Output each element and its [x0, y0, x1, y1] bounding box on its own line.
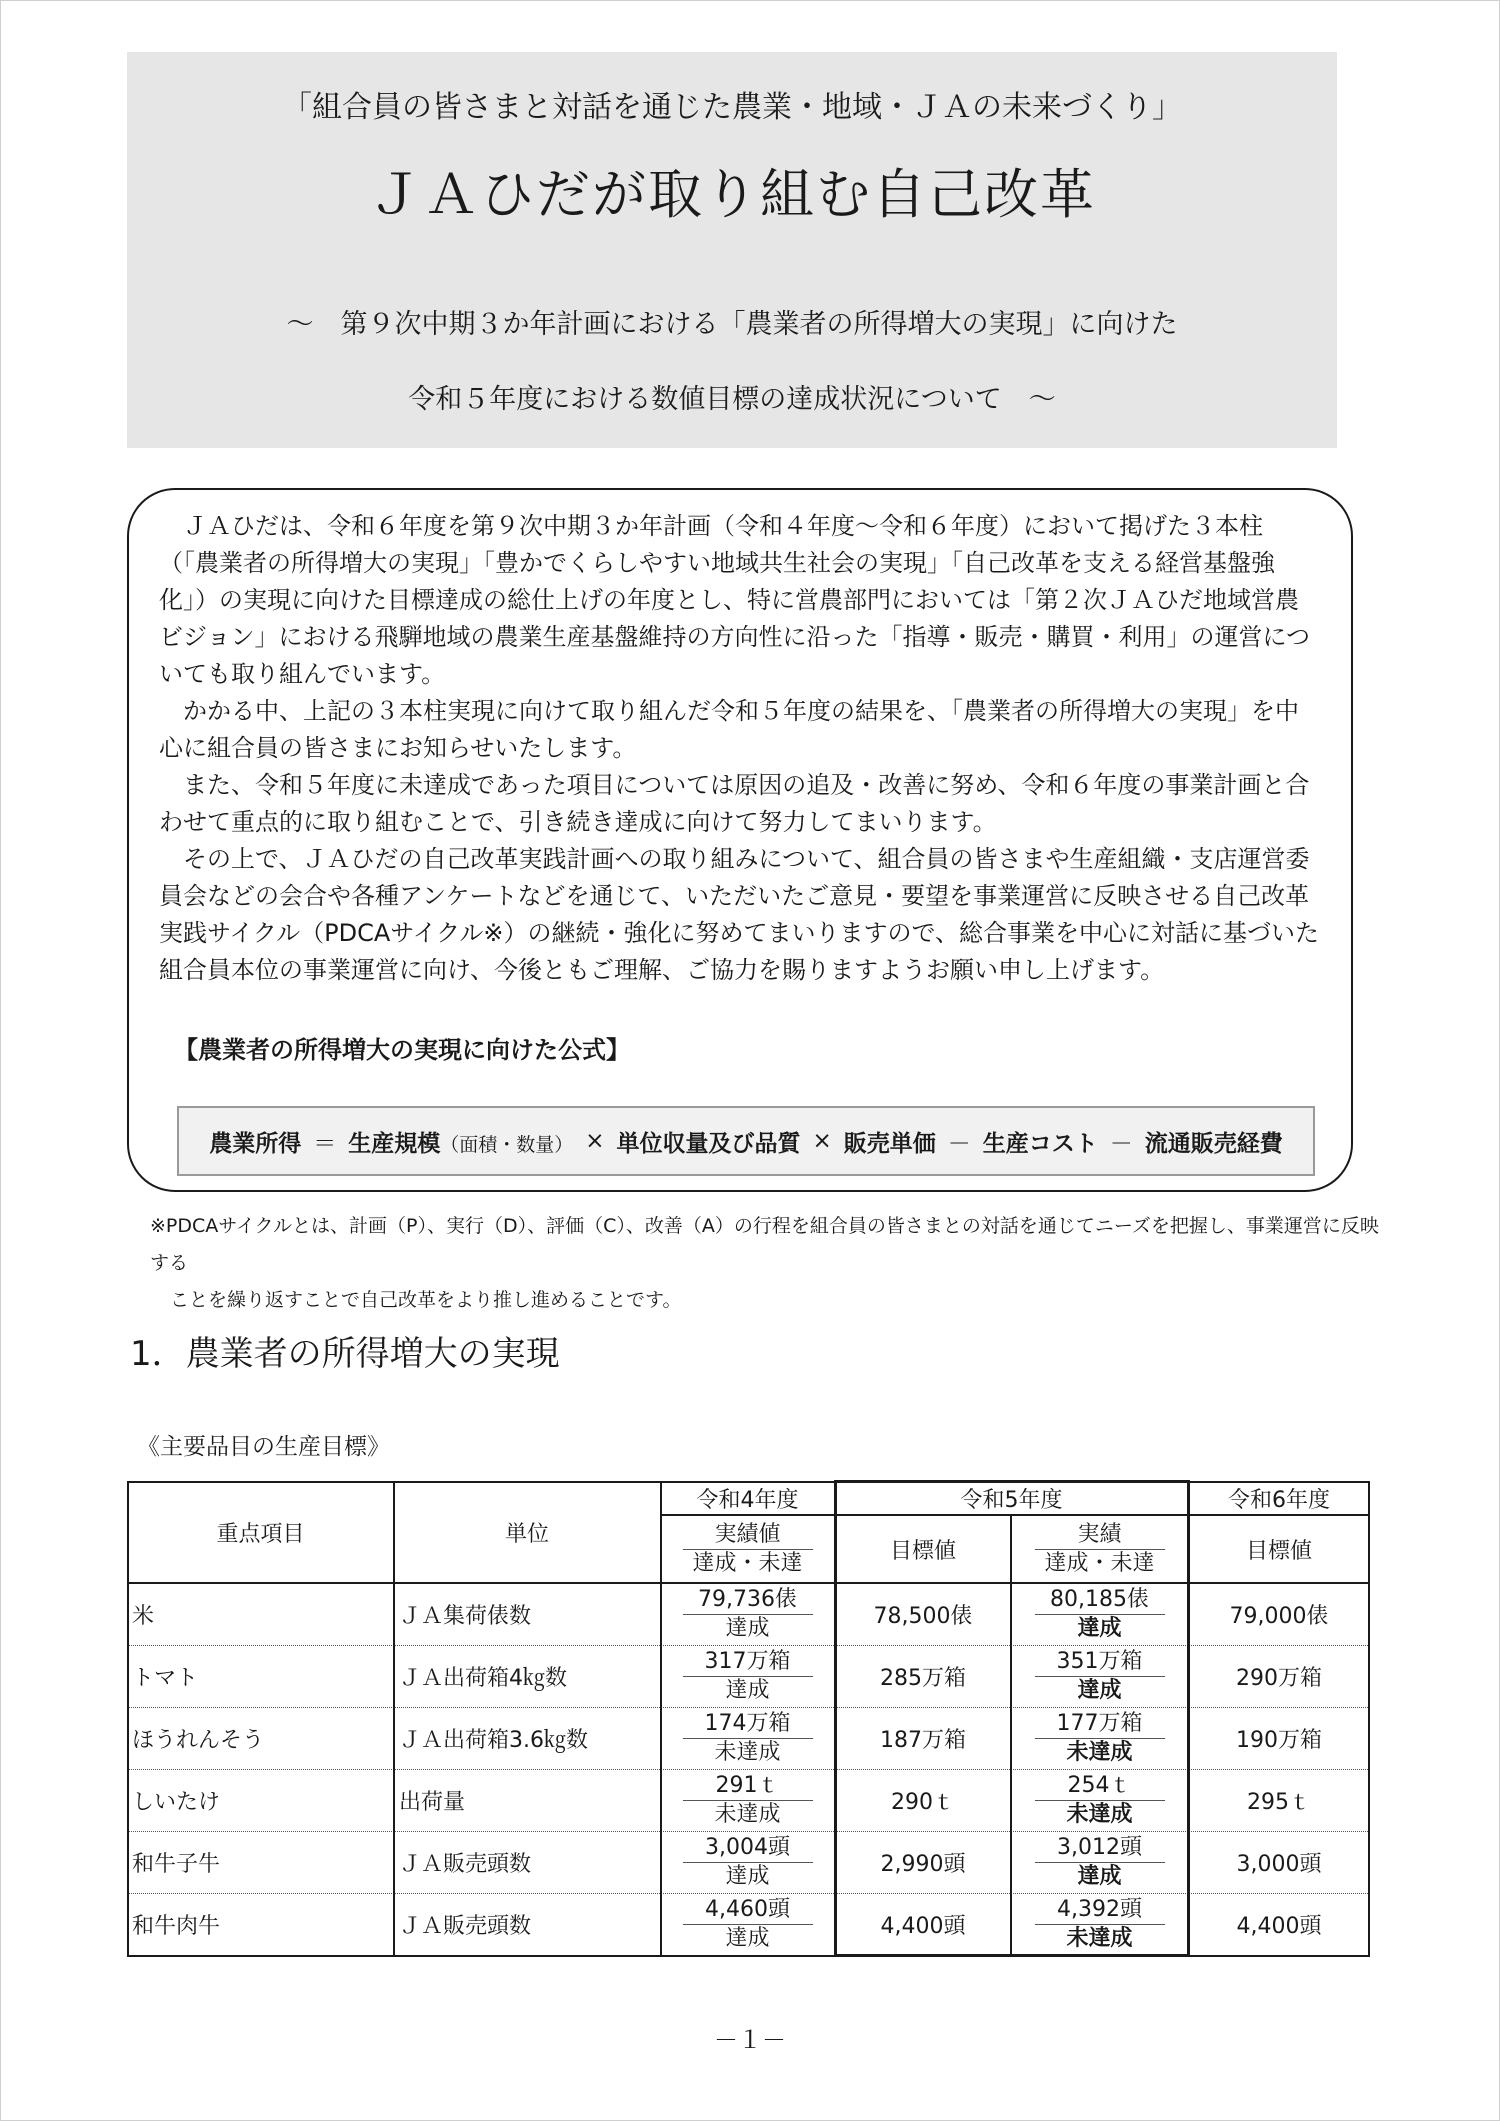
slogan: 「組合員の皆さまと対話を通じた農業・地域・ＪＡの未来づくり」: [282, 90, 1182, 125]
r4-status: 達成: [725, 1677, 770, 1703]
formula-operator: ×: [585, 1128, 605, 1154]
r5-value: 4,392頭: [1035, 1897, 1165, 1925]
row-item: しいたけ: [132, 1789, 221, 1815]
table-row-r4: [660, 1831, 835, 1893]
header-r4-value-label: 実績値: [683, 1522, 813, 1550]
row-unit: ＪＡ販売頭数: [399, 1913, 532, 1939]
table-row-r5-target: [835, 1583, 1011, 1645]
row-unit: 出荷量: [399, 1789, 466, 1815]
r6-target: 295ｔ: [1247, 1789, 1311, 1815]
table-caption: 《主要品目の生産目標》: [137, 1434, 390, 1460]
table-row-item: [127, 1645, 394, 1707]
table-row-r4: [660, 1893, 835, 1955]
row-unit: ＪＡ出荷箱4㎏数: [399, 1665, 567, 1691]
table-row-r4: [660, 1583, 835, 1645]
row-unit: ＪＡ出荷箱3.6㎏数: [399, 1727, 588, 1753]
header-r4: 令和4年度: [696, 1487, 799, 1513]
r5-status: 未達成: [1066, 1801, 1133, 1827]
table-row-r6-target: [1188, 1893, 1370, 1955]
table-row-r5-target: [835, 1645, 1011, 1707]
subtitle-line-2: 令和５年度における数値目標の達成状況について ～: [408, 384, 1056, 415]
table-row-r6-target: [1188, 1645, 1370, 1707]
r4-value: 174万箱: [683, 1711, 813, 1739]
r6-target: 4,400頭: [1236, 1913, 1322, 1939]
r5-status: 達成: [1077, 1615, 1122, 1641]
r5-target: 187万箱: [880, 1727, 966, 1753]
table-row-r5-result: [1011, 1893, 1188, 1955]
r5-target: 78,500俵: [873, 1603, 973, 1629]
formula-term: 販売単価: [843, 1130, 936, 1157]
table-row-unit: [394, 1769, 660, 1831]
intro-paragraph: ＪＡひだは、令和６年度を第９次中期３か年計画（令和４年度～令和６年度）において掲げた３本柱（「農業者の所得増大の実現」「豊かでくらしやすい地域共生社会の実現」「自己改革を支える経営基盤強化」）の実現に向けた目標達成の総仕上げの年度とし、特に営農部門においては「第２次ＪＡひだ地域営農ビジョン」における飛騨地域の農業生産基盤維持の方向性に沿った「指導・販売・購買・利用」の運営についても取り組んでいます。: [159, 512, 1311, 688]
table-row-r6-target: [1188, 1831, 1370, 1893]
r4-value: 79,736俵: [683, 1587, 813, 1615]
r5-value: 3,012頭: [1035, 1835, 1165, 1863]
table-row-unit: [394, 1707, 660, 1769]
table-row-r5-result: [1011, 1707, 1188, 1769]
header-r5-result: [1011, 1515, 1188, 1583]
header-item: 重点項目: [216, 1521, 305, 1547]
header-r6: 令和6年度: [1228, 1487, 1330, 1513]
r4-value: 4,460頭: [683, 1897, 813, 1925]
formula-term: 生産コスト: [982, 1130, 1098, 1157]
r4-value: 3,004頭: [683, 1835, 813, 1863]
row-unit: ＪＡ販売頭数: [399, 1851, 532, 1877]
table-row-r4: [660, 1769, 835, 1831]
page-title: ＪＡひだが取り組む自己改革: [368, 163, 1096, 226]
footnote-line-1: ※PDCAサイクルとは、計画（P）、実行（D）、評価（C）、改善（A）の行程を組合員の皆さまとの対話を通じてニーズを把握し、事業運営に反映する: [150, 1215, 1379, 1274]
formula-operator: －: [1109, 1130, 1133, 1157]
intro-text: [159, 508, 1319, 989]
intro-box: [127, 488, 1353, 1192]
table-row-r5-result: [1011, 1831, 1188, 1893]
header-r4-result: [660, 1515, 835, 1583]
r4-value: 317万箱: [683, 1649, 813, 1677]
r5-value: 351万箱: [1035, 1649, 1165, 1677]
row-item: 和牛肉牛: [132, 1913, 221, 1939]
table-row-r5-result: [1011, 1645, 1188, 1707]
row-item: ほうれんそう: [132, 1727, 265, 1753]
r4-status: 未達成: [714, 1739, 781, 1765]
header-r5-target: 目標値: [889, 1538, 956, 1564]
table-row-r5-target: [835, 1707, 1011, 1769]
footnote-line-2: ことを繰り返すことで自己改革をより推し進めることです。: [170, 1289, 682, 1311]
header-unit: 単位: [504, 1521, 549, 1547]
r5-status: 未達成: [1066, 1739, 1133, 1765]
r6-target: 190万箱: [1236, 1727, 1322, 1753]
table-row-r6-target: [1188, 1769, 1370, 1831]
formula-term: 単位収量及び品質: [616, 1130, 801, 1157]
table-row-unit: [394, 1645, 660, 1707]
table-row-item: [127, 1769, 394, 1831]
table-row-unit: [394, 1831, 660, 1893]
table-row-r5-target: [835, 1831, 1011, 1893]
header-r6-target: 目標値: [1245, 1538, 1312, 1564]
table-row-r4: [660, 1645, 835, 1707]
page-number: －１－: [714, 2026, 786, 2054]
r4-status: 未達成: [714, 1801, 781, 1827]
formula-term: 生産規模: [348, 1130, 441, 1157]
formula-note: （面積・数量）: [440, 1133, 574, 1156]
r5-target: 285万箱: [880, 1665, 966, 1691]
r6-target: 290万箱: [1236, 1665, 1322, 1691]
r5-value: 80,185俵: [1035, 1587, 1165, 1615]
row-item: トマト: [132, 1665, 199, 1691]
table-row-r5-result: [1011, 1769, 1188, 1831]
r5-target: 290ｔ: [891, 1789, 955, 1815]
r5-value: 177万箱: [1035, 1711, 1165, 1739]
table-row-r4: [660, 1707, 835, 1769]
formula-term: 流通販売経費: [1144, 1130, 1283, 1157]
formula-operator: －: [947, 1130, 971, 1157]
r5-status: 達成: [1077, 1677, 1122, 1703]
r6-target: 79,000俵: [1229, 1603, 1329, 1629]
row-item: 和牛子牛: [132, 1851, 221, 1877]
r4-value: 291ｔ: [683, 1773, 813, 1801]
r4-status: 達成: [725, 1925, 770, 1951]
header-r5-value-label: 実績: [1035, 1522, 1165, 1550]
intro-paragraph: また、令和５年度に未達成であった項目については原因の追及・改善に努め、令和６年度の事業計画と合わせて重点的に取り組むことで、引き続き達成に向けて努力してまいります。: [159, 771, 1310, 836]
header-r5-status-label: 達成・未達: [1044, 1550, 1155, 1576]
table-row-r5-result: [1011, 1583, 1188, 1645]
intro-paragraph: かかる中、上記の３本柱実現に向けて取り組んだ令和５年度の結果を、「農業者の所得増大の実現」を中心に組合員の皆さまにお知らせいたします。: [159, 697, 1299, 762]
pdca-footnote: [150, 1208, 1380, 1319]
row-item: 米: [132, 1603, 155, 1629]
r4-status: 達成: [725, 1863, 770, 1889]
header-r4-status-label: 達成・未達: [692, 1550, 803, 1576]
table-row-item: [127, 1583, 394, 1645]
r5-target: 2,990頭: [880, 1851, 966, 1877]
table-row-r5-target: [835, 1769, 1011, 1831]
r5-target: 4,400頭: [880, 1913, 966, 1939]
section-heading: 1．農業者の所得増大の実現: [130, 1334, 560, 1374]
production-targets-table: [127, 1481, 1370, 1957]
r4-status: 達成: [725, 1615, 770, 1641]
table-row-r6-target: [1188, 1707, 1370, 1769]
row-unit: ＪＡ集荷俵数: [399, 1603, 532, 1629]
formula-box: [177, 1106, 1315, 1176]
table-row-r5-target: [835, 1893, 1011, 1955]
r6-target: 3,000頭: [1236, 1851, 1322, 1877]
table-row-unit: [394, 1893, 660, 1955]
header-r5: 令和5年度: [960, 1487, 1063, 1513]
formula-operator: ＝: [313, 1130, 337, 1157]
subtitle-line-1: ～ 第９次中期３か年計画における「農業者の所得増大の実現」に向けた: [286, 309, 1178, 340]
formula-term: 農業所得: [209, 1130, 302, 1157]
r5-status: 達成: [1077, 1863, 1122, 1889]
r5-value: 254ｔ: [1035, 1773, 1165, 1801]
table-row-r6-target: [1188, 1583, 1370, 1645]
table-row-item: [127, 1831, 394, 1893]
r5-status: 未達成: [1066, 1925, 1133, 1951]
formula-operator: ×: [812, 1128, 832, 1154]
intro-paragraph: その上で、ＪＡひだの自己改革実践計画への取り組みについて、組合員の皆さまや生産組織・支店運営委員会などの会合や各種アンケートなどを通じて、いただいたご意見・要望を事業運営に反映させる自己改革実践サイクル（PDCAサイクル※）の継続・強化に努めてまいりますので、総合事業を中心に対話に基づいた組合員本位の事業運営に向け、今後ともご理解、ご協力を賜りますようお願い申し上げます。: [159, 845, 1319, 984]
table-row-item: [127, 1893, 394, 1955]
table-row-item: [127, 1707, 394, 1769]
title-banner: [127, 52, 1337, 448]
formula-heading: 【農業者の所得増大の実現に向けた公式】: [174, 1036, 630, 1064]
table-row-unit: [394, 1583, 660, 1645]
